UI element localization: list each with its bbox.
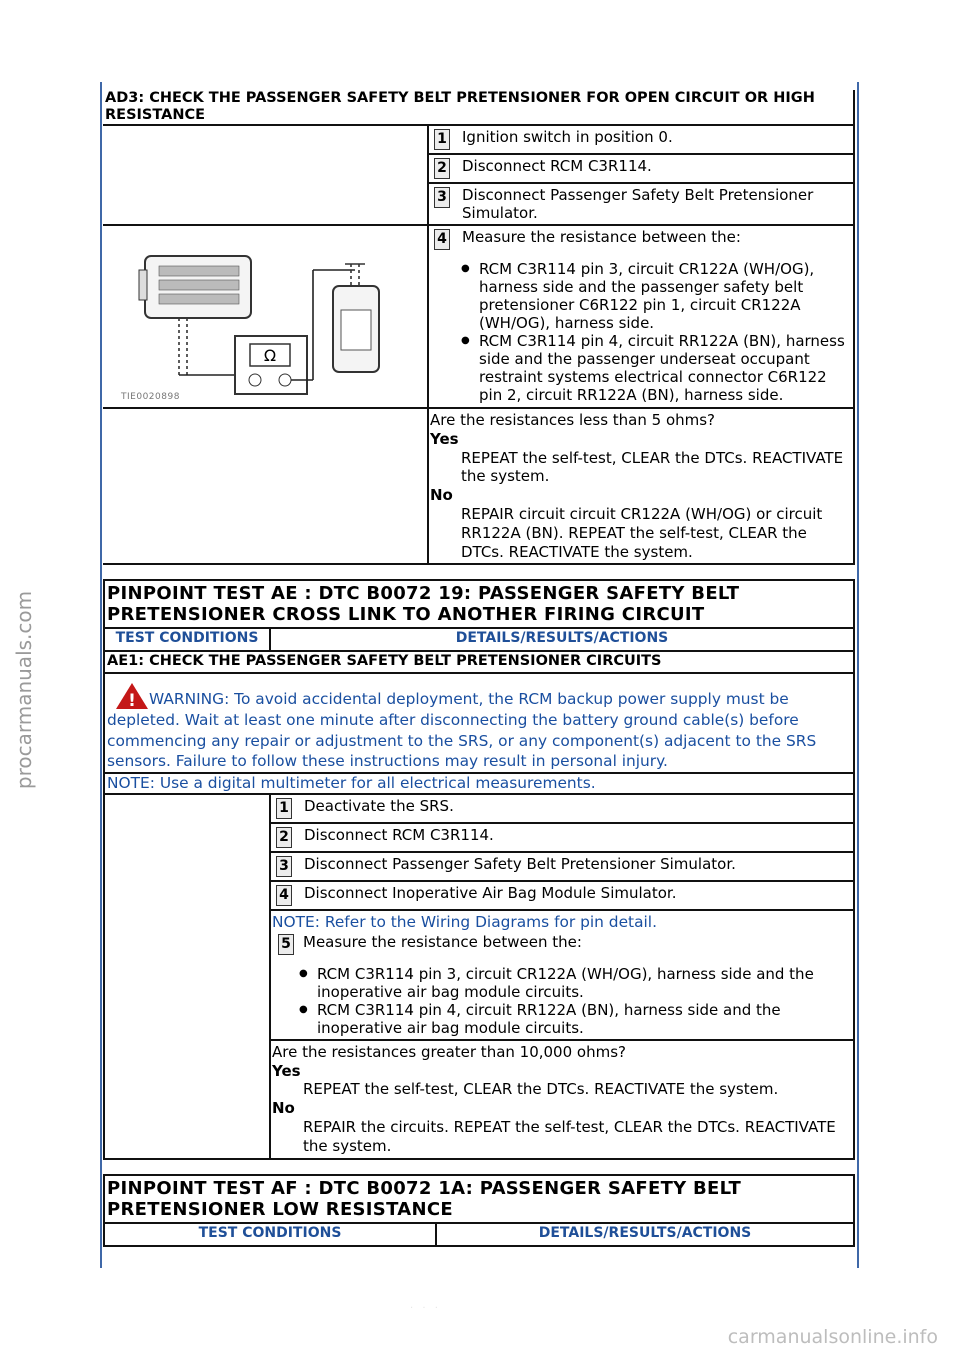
rcm-latch — [139, 270, 147, 300]
side-watermark — [2, 560, 46, 820]
step-row — [271, 853, 853, 882]
list-item: ● RCM C3R114 pin 4, circuit RR122A (BN), harness side and the inoperative air bag module circuits. — [299, 1001, 849, 1037]
ad3-steps — [429, 126, 853, 224]
step-row — [429, 126, 853, 155]
positive-probe-jack — [249, 374, 261, 386]
connector-pin-grid — [159, 266, 239, 304]
negative-probe-jack — [279, 374, 291, 386]
step5-cell — [271, 911, 853, 1041]
step-number: 3 — [276, 856, 292, 877]
step-text: Disconnect Passenger Safety Belt Pretensioner Simulator. — [462, 186, 814, 222]
step-text: Measure the resistance between the: — [462, 228, 741, 246]
bottom-watermark: carmanualsonline.info — [727, 1326, 938, 1348]
pretensioner-connector-face — [341, 310, 371, 350]
diagram-label: TIE0020898 — [121, 392, 180, 402]
warning-text: WARNING: To avoid accidental deployment, the RCM backup power supply must be depleted. Wait at least one minute after disconnecting the battery ground cable(s) before commencing any repair or adjustment to the SRS, or any component(s) adjacent to the SRS sensors. Failure to follow these instructions may result in personal injury. — [107, 690, 817, 771]
step-body — [462, 226, 853, 407]
col-details: DETAILS/RESULTS/ACTIONS — [455, 630, 669, 647]
list-item: ● RCM C3R114 pin 3, circuit CR122A (WH/OG), harness side and the inoperative air bag module circuits. — [299, 965, 849, 1001]
col-test-conditions: TEST CONDITIONS — [105, 1224, 437, 1245]
af-block — [103, 1174, 855, 1247]
step-row — [271, 931, 853, 1039]
list-item: ● RCM C3R114 pin 4, circuit RR122A (BN), harness side and the passenger underseat occupant restraint systems electrical connector C6R122 pin 2, circuit RR122A (BN), harness side. — [461, 332, 849, 404]
ad3-empty-cell — [103, 126, 429, 224]
ae-results — [271, 1041, 853, 1158]
list-item: ● RCM C3R114 pin 3, circuit CR122A (WH/OG), harness side and the passenger safety belt pretensioner C6R122 pin 1, circuit CR122A (WH/OG), harness side. — [461, 260, 849, 332]
ae-steps-row — [105, 793, 853, 1158]
step-number: 1 — [276, 798, 292, 819]
ae-block — [103, 579, 855, 1159]
ad3-steps-row — [103, 124, 853, 224]
step-number: 2 — [276, 827, 292, 848]
ohm-symbol: Ω — [263, 346, 277, 365]
ad3-result-row — [103, 407, 853, 563]
step-text: Deactivate the SRS. — [304, 796, 454, 815]
ae-title: PINPOINT TEST AE : DTC B0072 19: PASSENGER SAFETY BELT PRETENSIONER CROSS LINK TO ANOTHER FIRING CIRCUIT — [107, 583, 740, 626]
yes-label: Yes — [272, 1061, 301, 1080]
ae-column-headers — [105, 627, 853, 650]
question-text: Are the resistances greater than 10,000 ohms? — [272, 1042, 626, 1061]
step-row — [429, 155, 853, 184]
col-test-conditions: TEST CONDITIONS — [105, 629, 271, 650]
question-text: Are the resistances less than 5 ohms? — [430, 411, 716, 429]
step-row — [429, 226, 853, 407]
no-label: No — [430, 486, 453, 505]
manual-page — [103, 90, 855, 1247]
no-label: No — [272, 1099, 295, 1118]
wiring-diagram-cell — [103, 226, 429, 407]
step-text: Disconnect Passenger Safety Belt Pretensioner Simulator. — [304, 854, 736, 873]
step-row — [271, 824, 853, 853]
step-number: 4 — [276, 885, 292, 906]
step-text: Disconnect Inoperative Air Bag Module Simulator. — [304, 883, 677, 902]
yes-action: REPEAT the self-test, CLEAR the DTCs. REACTIVATE the system. — [303, 1080, 779, 1099]
yes-action: REPEAT the self-test, CLEAR the DTCs. REACTIVATE the system. — [461, 448, 844, 486]
step-number: 4 — [434, 229, 450, 250]
measure-list — [299, 965, 849, 1037]
step-number: 1 — [434, 129, 450, 150]
no-action: REPAIR the circuits. REPEAT the self-test, CLEAR the DTCs. REACTIVATE the system. — [303, 1118, 836, 1155]
step-text: Ignition switch in position 0. — [462, 128, 673, 146]
step-body — [303, 931, 853, 1039]
ad3-step4 — [429, 226, 853, 407]
side-watermark-text: procarmanuals.com — [12, 590, 36, 790]
yes-label: Yes — [430, 429, 459, 448]
ae-subheading: AE1: CHECK THE PASSENGER SAFETY BELT PRETENSIONER CIRCUITS — [105, 650, 853, 672]
step-text: Disconnect RCM C3R114. — [304, 825, 494, 844]
ad3-result-empty — [103, 409, 429, 563]
step-row — [271, 795, 853, 824]
ad3-block — [103, 90, 855, 565]
step-number: 2 — [434, 158, 450, 179]
step-text: Disconnect RCM C3R114. — [462, 157, 652, 175]
note-multimeter: NOTE: Use a digital multimeter for all electrical measurements. — [105, 772, 853, 793]
step-number: 3 — [434, 187, 450, 208]
ad3-title: AD3: CHECK THE PASSENGER SAFETY BELT PRETENSIONER FOR OPEN CIRCUIT OR HIGH RESISTANCE — [105, 90, 815, 123]
warning-box — [105, 672, 853, 772]
af-title: PINPOINT TEST AF : DTC B0072 1A: PASSENGER SAFETY BELT PRETENSIONER LOW RESISTANCE — [107, 1177, 742, 1220]
measure-list — [461, 260, 849, 404]
ae-steps — [271, 795, 853, 1158]
step-row — [271, 882, 853, 911]
right-margin-rule — [857, 82, 859, 1268]
svg-text:!: ! — [128, 691, 136, 711]
warning-paragraph — [105, 682, 853, 772]
faint-footer-text: . . . — [410, 1300, 441, 1311]
step-row — [429, 184, 853, 224]
note-wiring: NOTE: Refer to the Wiring Diagrams for pin detail. — [272, 912, 657, 931]
ae-empty-cell — [105, 795, 271, 1158]
col-details: DETAILS/RESULTS/ACTIONS — [538, 1224, 752, 1241]
step-text: Measure the resistance between the: — [303, 932, 582, 951]
step-number: 5 — [278, 934, 294, 955]
af-column-headers — [105, 1222, 853, 1247]
ad3-measure-row — [103, 224, 853, 407]
left-margin-rule — [100, 82, 102, 1268]
ad3-results — [429, 409, 853, 563]
no-action: REPAIR circuit circuit CR122A (WH/OG) or circuit RR122A (BN). REPEAT the self-test, CLEAR the DTCs. REACTIVATE the system. — [461, 504, 823, 561]
warning-icon — [115, 682, 149, 710]
